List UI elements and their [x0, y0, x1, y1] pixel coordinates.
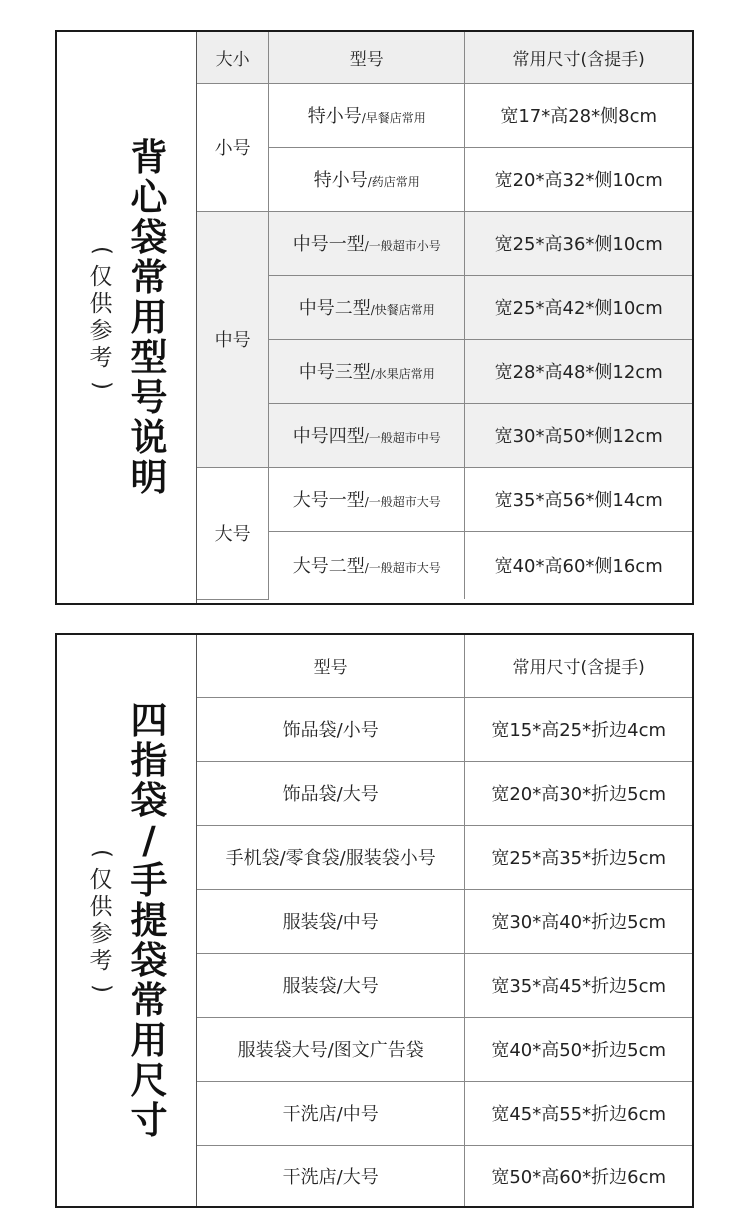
- model-note: /一般超市大号: [364, 495, 441, 509]
- size-group-medium: 中号: [197, 211, 269, 467]
- table-row: [197, 1017, 692, 1081]
- title-char: 袋: [130, 215, 168, 259]
- table-row: [197, 339, 692, 403]
- title-char: 寸: [130, 1098, 168, 1142]
- handbag-title-column: [57, 635, 197, 1206]
- table-row: [197, 83, 692, 147]
- model-note: /水果店常用: [370, 367, 435, 381]
- model-name: 中号二型: [298, 298, 371, 319]
- table-header-row: [197, 635, 692, 697]
- dimension-cell: 宽30*高50*侧12cm: [465, 403, 692, 467]
- header-model: 型号: [197, 635, 465, 697]
- dimension-cell: 宽35*高45*折边5cm: [465, 953, 692, 1017]
- dimension-cell: 宽25*高36*侧10cm: [465, 211, 692, 275]
- model-name: 特小号: [307, 106, 362, 127]
- table-row: [197, 531, 692, 599]
- model-cell: [269, 83, 465, 147]
- dimension-cell: 宽50*高60*折边6cm: [465, 1145, 692, 1206]
- dimension-cell: 宽40*高60*侧16cm: [465, 531, 692, 599]
- table-row: [197, 211, 692, 275]
- table-row: [197, 1145, 692, 1206]
- handbag-size-table: [197, 635, 692, 1206]
- model-cell: [269, 467, 465, 531]
- dimension-cell: 宽15*高25*折边4cm: [465, 697, 692, 761]
- note-char: 考: [89, 947, 113, 974]
- note-char: 仅: [89, 866, 113, 893]
- table-row: [197, 697, 692, 761]
- model-note: /一般超市中号: [364, 431, 441, 445]
- table-row: [197, 953, 692, 1017]
- reference-only-note: [83, 32, 119, 603]
- title-char: 袋: [130, 938, 168, 982]
- model-note: /药店常用: [367, 175, 420, 189]
- note-char: (: [88, 245, 115, 255]
- model-cell: 饰品袋/大号: [197, 761, 465, 825]
- model-cell: [269, 211, 465, 275]
- note-char: (: [88, 848, 115, 858]
- dimension-cell: 宽17*高28*侧8cm: [465, 83, 692, 147]
- table-header-row: [197, 32, 692, 83]
- title-char: 背: [130, 135, 168, 179]
- title-char: 手: [130, 858, 168, 902]
- note-char: 参: [89, 317, 113, 344]
- vest-bag-title: [129, 32, 169, 603]
- model-name: 中号三型: [298, 362, 371, 383]
- model-name: 大号二型: [292, 556, 365, 578]
- title-char: 型: [130, 335, 168, 379]
- model-name: 特小号: [313, 170, 368, 191]
- dimension-cell: 宽20*高32*侧10cm: [465, 147, 692, 211]
- model-cell: 干洗店/大号: [197, 1145, 465, 1206]
- model-note: /一般超市小号: [364, 239, 441, 253]
- title-char: 用: [130, 295, 168, 339]
- table-row: [197, 761, 692, 825]
- title-char: 指: [130, 738, 168, 782]
- title-char: 说: [130, 415, 168, 459]
- table-row: [197, 889, 692, 953]
- note-char: ): [88, 983, 115, 993]
- header-size: 大小: [197, 32, 269, 83]
- model-name: 中号四型: [292, 426, 365, 447]
- title-char: 常: [130, 978, 168, 1022]
- title-char: 常: [130, 255, 168, 299]
- table-row: [197, 825, 692, 889]
- header-dimensions: 常用尺寸(含提手): [465, 32, 692, 83]
- dimension-cell: 宽25*高42*侧10cm: [465, 275, 692, 339]
- model-cell: 饰品袋/小号: [197, 697, 465, 761]
- title-char: 心: [130, 175, 168, 219]
- note-char: 仅: [89, 263, 113, 290]
- title-char: 提: [130, 898, 168, 942]
- note-char: 供: [89, 893, 113, 920]
- dimension-cell: 宽35*高56*侧14cm: [465, 467, 692, 531]
- size-group-large: 大号: [197, 467, 269, 599]
- handbag-size-panel: [55, 633, 694, 1208]
- model-name: 大号一型: [292, 490, 365, 511]
- model-cell: 干洗店/中号: [197, 1081, 465, 1145]
- title-char: 用: [130, 1018, 168, 1062]
- dimension-cell: 宽28*高48*侧12cm: [465, 339, 692, 403]
- model-cell: [269, 275, 465, 339]
- model-cell: [269, 147, 465, 211]
- table-row: [197, 467, 692, 531]
- model-note: /快餐店常用: [370, 303, 435, 317]
- header-dimensions: 常用尺寸(含提手): [465, 635, 692, 697]
- model-name: 中号一型: [292, 234, 365, 255]
- dimension-cell: 宽45*高55*折边6cm: [465, 1081, 692, 1145]
- title-char: 袋: [130, 778, 168, 822]
- dimension-cell: 宽40*高50*折边5cm: [465, 1017, 692, 1081]
- dimension-cell: 宽30*高40*折边5cm: [465, 889, 692, 953]
- model-note: /早餐店常用: [361, 111, 426, 125]
- title-char: 尺: [130, 1058, 168, 1102]
- model-cell: 服装袋大号/图文广告袋: [197, 1017, 465, 1081]
- vest-bag-title-column: [57, 32, 197, 603]
- size-group-small: 小号: [197, 83, 269, 211]
- table-row: [197, 275, 692, 339]
- reference-only-note: [83, 635, 119, 1206]
- model-cell: [269, 531, 465, 599]
- model-cell: [269, 339, 465, 403]
- table-row: [197, 403, 692, 467]
- title-char: 号: [130, 375, 168, 419]
- table-row: [197, 1081, 692, 1145]
- note-char: 考: [89, 344, 113, 371]
- title-char: 四: [130, 698, 168, 742]
- dimension-cell: 宽25*高35*折边5cm: [465, 825, 692, 889]
- model-cell: 服装袋/中号: [197, 889, 465, 953]
- title-char: /: [142, 818, 156, 862]
- model-cell: [269, 403, 465, 467]
- note-char: ): [88, 380, 115, 390]
- model-cell: 服装袋/大号: [197, 953, 465, 1017]
- dimension-cell: 宽20*高30*折边5cm: [465, 761, 692, 825]
- handbag-title: [129, 635, 169, 1206]
- vest-bag-size-panel: [55, 30, 694, 605]
- title-char: 明: [130, 455, 168, 499]
- header-model: 型号: [269, 32, 465, 83]
- table-row: [197, 147, 692, 211]
- note-char: 供: [89, 290, 113, 317]
- vest-bag-size-table: [197, 32, 692, 600]
- note-char: 参: [89, 920, 113, 947]
- model-cell: 手机袋/零食袋/服装袋小号: [197, 825, 465, 889]
- model-note: /一般超市大号: [364, 561, 441, 576]
